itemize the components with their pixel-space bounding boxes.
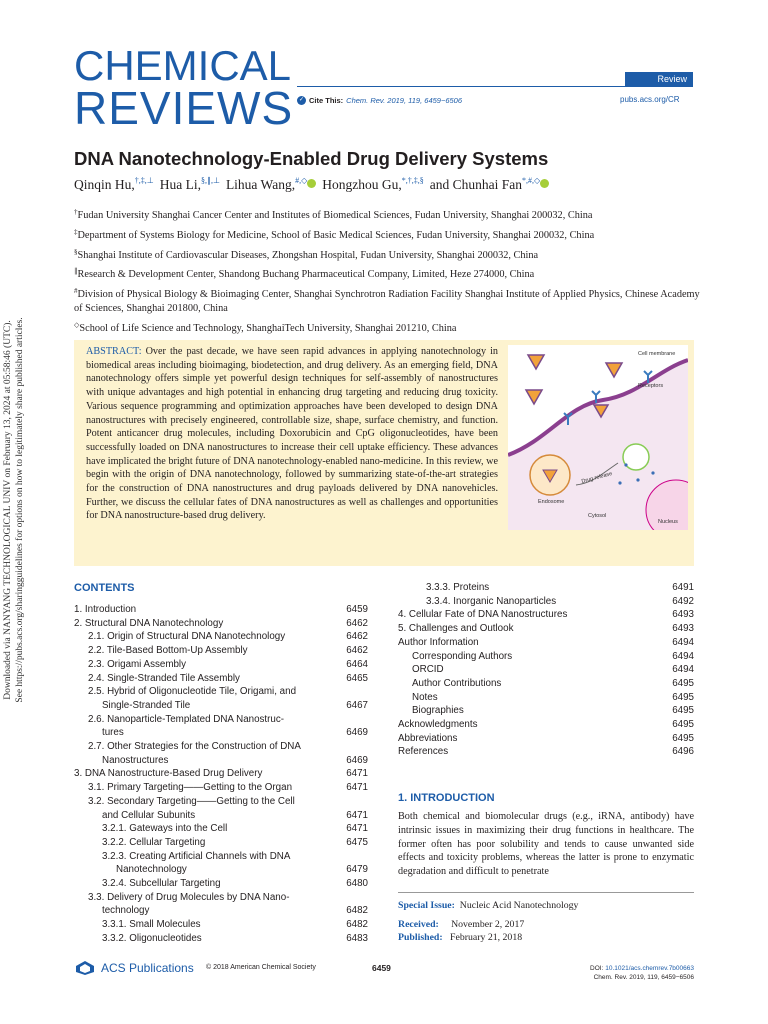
contents-entry[interactable] bbox=[74, 685, 368, 699]
acs-publications-logo[interactable] bbox=[74, 960, 194, 976]
contents-entry-page[interactable]: 6495 bbox=[672, 719, 694, 731]
author-name[interactable]: Qinqin Hu, bbox=[74, 177, 135, 192]
affiliation-text: Division of Physical Biology & Bioimaging Center, Shanghai Synchrotron Radiation Facility Shanghai Institute of Applied Physics, Chinese Academy of Sciences, Shanghai 201800, China bbox=[74, 289, 700, 314]
author[interactable] bbox=[74, 177, 154, 192]
contents-entry[interactable] bbox=[74, 836, 368, 850]
label-cytosol: Cytosol bbox=[588, 513, 607, 519]
contents-entry-page[interactable]: 6475 bbox=[346, 836, 368, 848]
contents-entry-title[interactable]: 2.2. Tile-Based Bottom-Up Assembly bbox=[88, 645, 248, 657]
contents-entry[interactable] bbox=[398, 663, 694, 677]
contents-entry[interactable] bbox=[74, 877, 368, 891]
contents-entry-title[interactable]: Corresponding Authors bbox=[412, 650, 513, 662]
contents-entry-title[interactable]: 3.3.2. Oligonucleotides bbox=[102, 932, 202, 944]
contents-entry-title[interactable]: Nanostructures bbox=[102, 754, 169, 766]
contents-entry-title[interactable]: Author Contributions bbox=[412, 677, 502, 689]
contents-entry-title[interactable]: Single-Stranded Tile bbox=[102, 699, 191, 711]
author[interactable] bbox=[322, 177, 424, 192]
contents-entry[interactable] bbox=[398, 595, 694, 609]
contents-entry-title[interactable]: 3.2.4. Subcellular Targeting bbox=[102, 878, 221, 890]
acs-hexagon-icon bbox=[74, 960, 96, 976]
contents-entry-title[interactable]: 2.5. Hybrid of Oligonucleotide Tile, Origami, and bbox=[88, 686, 297, 698]
contents-entry-page[interactable]: 6493 bbox=[672, 609, 694, 621]
received-label: Received: bbox=[398, 918, 439, 930]
author-name[interactable]: and Chunhai Fan bbox=[429, 177, 522, 192]
contents-entry[interactable] bbox=[74, 603, 368, 617]
contents-entry-page[interactable]: 6471 bbox=[346, 809, 368, 821]
contents-entry-page[interactable]: 6471 bbox=[346, 782, 368, 794]
contents-entry-title[interactable]: 3.2.2. Cellular Targeting bbox=[102, 836, 206, 848]
contents-entry[interactable] bbox=[74, 740, 368, 754]
side-note-line-2: See https://pubs.acs.org/sharingguidelines for options on how to legitimately share published articles. bbox=[15, 317, 25, 703]
contents-entry-page[interactable]: 6482 bbox=[346, 919, 368, 931]
contents-entry[interactable] bbox=[74, 850, 368, 864]
contents-entry[interactable] bbox=[74, 699, 368, 713]
cite-this[interactable] bbox=[297, 96, 462, 105]
copyright: © 2018 American Chemical Society bbox=[206, 964, 316, 971]
contents-entry[interactable] bbox=[74, 891, 368, 905]
contents-entry-title[interactable]: 3.2. Secondary Targeting——Getting to the Cell bbox=[88, 795, 295, 807]
contents-entry-title[interactable]: 3.3. Delivery of Drug Molecules by DNA Nano- bbox=[88, 891, 290, 903]
contents-entry-page[interactable]: 6494 bbox=[672, 636, 694, 648]
contents-entry-title[interactable]: Abbreviations bbox=[398, 732, 458, 744]
published-label: Published: bbox=[398, 932, 443, 944]
contents-entry[interactable] bbox=[74, 822, 368, 836]
contents-entry-page[interactable]: 6494 bbox=[672, 650, 694, 662]
contents-entry-page[interactable]: 6465 bbox=[346, 672, 368, 684]
contents-entry-title[interactable]: tures bbox=[102, 727, 124, 739]
author-name[interactable]: Hua Li, bbox=[159, 177, 201, 192]
contents-entry-title[interactable]: 2.4. Single-Stranded Tile Assembly bbox=[88, 672, 240, 684]
contents-entry-page[interactable]: 6462 bbox=[346, 631, 368, 643]
contents-entry[interactable] bbox=[398, 677, 694, 691]
contents-entry[interactable] bbox=[74, 781, 368, 795]
contents-entry-page[interactable]: 6491 bbox=[672, 582, 694, 593]
contents-entry-page[interactable]: 6471 bbox=[346, 823, 368, 835]
affiliation-text: Shanghai Institute of Cardiovascular Diseases, Zhongshan Hospital, Fudan University, Shanghai 200032, China bbox=[77, 249, 539, 261]
cite-check-icon: ✓ bbox=[298, 97, 305, 103]
affiliation-mark: ‡ bbox=[74, 227, 78, 236]
contents-entry[interactable] bbox=[74, 809, 368, 823]
contents-entry[interactable] bbox=[398, 704, 694, 718]
side-note-line-1: Downloaded via NANYANG TECHNOLOGICAL UNIV on February 13, 2024 at 05:58:46 (UTC). bbox=[3, 320, 13, 700]
affiliation-mark: † bbox=[74, 208, 78, 216]
contents-entry[interactable] bbox=[74, 658, 368, 672]
contents-entry[interactable] bbox=[74, 754, 368, 768]
journal-name-line-1: CHEMICAL bbox=[74, 42, 292, 89]
contents-entry-title[interactable]: Acknowledgments bbox=[398, 719, 478, 731]
contents-entry[interactable] bbox=[398, 745, 694, 759]
contents-entry[interactable] bbox=[398, 732, 694, 746]
cite-reference[interactable]: Chem. Rev. 2019, 119, 6459−6506 bbox=[346, 96, 463, 105]
introduction-heading: 1. INTRODUCTION bbox=[398, 792, 495, 804]
contents-entry[interactable] bbox=[398, 622, 694, 636]
journal-name-line-2: REVIEWS bbox=[74, 82, 294, 134]
received-date: November 2, 2017 bbox=[451, 918, 525, 930]
contents-left-column bbox=[74, 603, 368, 946]
contents-entry-title[interactable]: 3.2.1. Gateways into the Cell bbox=[102, 823, 228, 835]
affiliation bbox=[74, 206, 704, 223]
cite-label: Cite This: bbox=[309, 96, 344, 105]
journal-url-link[interactable]: pubs.acs.org/CR bbox=[620, 95, 680, 104]
contents-entry[interactable] bbox=[74, 767, 368, 781]
affiliation bbox=[74, 246, 704, 263]
contents-entry[interactable] bbox=[398, 650, 694, 664]
author-affiliation-marks: †,‡,⊥ bbox=[134, 176, 154, 185]
contents-entry[interactable] bbox=[398, 718, 694, 732]
contents-entry-title[interactable]: Author Information bbox=[398, 636, 479, 648]
author-name[interactable]: Lihua Wang, bbox=[225, 177, 296, 192]
author-name[interactable]: Hongzhou Gu, bbox=[322, 177, 402, 192]
contents-entry-title[interactable]: 1. Introduction bbox=[74, 604, 137, 615]
affiliation-mark: ∥ bbox=[74, 267, 78, 276]
affiliation bbox=[74, 319, 704, 336]
introduction-text: Both chemical and biomolecular drugs (e.g., iRNA, antibody) have intrinsic issues in maximizing their drug functions in healthcare. The former often has poor solubility and tends to cause unwanted side effects and toxicity problems, whereas the latter is prone to enzymatic degradation and difficult to penetrate bbox=[398, 811, 694, 878]
contents-entry-title[interactable]: 3.3.3. Proteins bbox=[426, 582, 490, 593]
download-side-note bbox=[2, 300, 28, 720]
contents-entry-title[interactable]: 2.3. Origami Assembly bbox=[88, 658, 187, 670]
contents-entry-title[interactable]: 2.6. Nanoparticle-Templated DNA Nanostruc- bbox=[88, 713, 285, 725]
contents-entry-title[interactable]: 4. Cellular Fate of DNA Nanostructures bbox=[398, 609, 568, 621]
contents-entry-page[interactable]: 6471 bbox=[346, 768, 368, 780]
affiliation-text: Department of Systems Biology for Medicine, School of Basic Medical Sciences, Fudan University, Shanghai 200032, China bbox=[77, 229, 595, 241]
author-affiliation-marks: #,◇ bbox=[295, 176, 308, 185]
contents-entry[interactable] bbox=[74, 630, 368, 644]
contents-entry-page[interactable]: 6469 bbox=[346, 754, 368, 766]
contents-entry-page[interactable]: 6495 bbox=[672, 677, 694, 689]
author-list bbox=[74, 176, 555, 193]
contents-entry-page[interactable]: 6467 bbox=[346, 699, 368, 711]
contents-entry[interactable] bbox=[74, 795, 368, 809]
contents-entry-title[interactable]: 3.3.1. Small Molecules bbox=[102, 919, 201, 931]
contents-entry[interactable] bbox=[398, 636, 694, 650]
contents-entry[interactable] bbox=[74, 644, 368, 658]
article-type-badge: Review bbox=[625, 72, 693, 86]
contents-entry-page[interactable]: 6495 bbox=[672, 732, 694, 744]
affiliation-list bbox=[74, 206, 704, 339]
article-title: DNA Nanotechnology-Enabled Drug Delivery Systems bbox=[74, 148, 549, 169]
toc-graphic bbox=[508, 345, 688, 530]
contents-entry-title[interactable]: technology bbox=[102, 905, 150, 917]
affiliation-text: Fudan University Shanghai Cancer Center and Institutes of Biomedical Sciences, Fudan University, Shanghai 200032, China bbox=[77, 210, 593, 221]
article-metadata bbox=[398, 899, 578, 945]
doi-block bbox=[590, 964, 694, 982]
special-issue-value: Nucleic Acid Nanotechnology bbox=[459, 900, 579, 911]
contents-entry-title[interactable]: ORCID bbox=[412, 664, 444, 676]
contents-entry-title[interactable]: Biographies bbox=[412, 705, 464, 717]
drug-delivery-illustration bbox=[508, 345, 688, 530]
contents-entry-page[interactable]: 6462 bbox=[346, 617, 368, 629]
contents-entry-title[interactable]: 2. Structural DNA Nanotechnology bbox=[74, 617, 224, 629]
contents-entry-page[interactable]: 6479 bbox=[346, 864, 368, 876]
affiliation-mark: § bbox=[74, 247, 78, 256]
contents-entry-page[interactable]: 6495 bbox=[672, 691, 694, 703]
contents-entry[interactable] bbox=[398, 581, 694, 595]
contents-entry[interactable] bbox=[74, 904, 368, 918]
contents-entry-title[interactable]: 3.1. Primary Targeting——Getting to the Organ bbox=[88, 782, 293, 794]
label-cell-membrane: Cell membrane bbox=[638, 351, 676, 357]
doi-label: DOI: bbox=[590, 965, 604, 972]
footer-citation: Chem. Rev. 2019, 119, 6459−6506 bbox=[593, 974, 694, 981]
label-drug-release: Drug release bbox=[580, 470, 613, 485]
affiliation bbox=[74, 226, 704, 243]
contents-entry-title[interactable]: 5. Challenges and Outlook bbox=[398, 623, 514, 635]
contents-entry-title[interactable]: 3.3.4. Inorganic Nanoparticles bbox=[426, 595, 557, 607]
contents-entry-title[interactable]: 3.2.3. Creating Artificial Channels with DNA bbox=[102, 850, 291, 862]
contents-entry-page[interactable]: 6494 bbox=[672, 664, 694, 676]
contents-entry[interactable] bbox=[398, 608, 694, 622]
label-receptors: Receptors bbox=[638, 383, 664, 389]
label-nucleus: Nucleus bbox=[658, 519, 678, 525]
affiliation-text: School of Life Science and Technology, ShanghaiTech University, Shanghai 201210, China bbox=[79, 322, 457, 334]
contents-entry-page[interactable]: 6464 bbox=[346, 658, 368, 670]
contents-entry[interactable] bbox=[74, 932, 368, 946]
contents-entry[interactable] bbox=[398, 691, 694, 705]
contents-entry-page[interactable]: 6496 bbox=[672, 746, 694, 758]
contents-right-column bbox=[398, 581, 694, 759]
contents-entry[interactable] bbox=[74, 726, 368, 740]
contents-entry-page[interactable]: 6459 bbox=[346, 604, 368, 615]
special-issue-label: Special Issue: bbox=[398, 900, 455, 911]
contents-entry-page[interactable]: 6492 bbox=[672, 595, 694, 607]
contents-entry-title[interactable]: and Cellular Subunits bbox=[102, 809, 196, 821]
journal-logo[interactable] bbox=[74, 42, 294, 134]
contents-entry-title[interactable]: Nanotechnology bbox=[116, 864, 187, 876]
contents-entry-page[interactable]: 6469 bbox=[346, 727, 368, 739]
contents-entry-title[interactable]: References bbox=[398, 746, 449, 758]
abstract bbox=[86, 345, 498, 523]
metadata-rule bbox=[398, 892, 694, 893]
affiliation-mark: ◇ bbox=[74, 320, 80, 329]
contents-entry[interactable] bbox=[74, 918, 368, 932]
contents-entry-page[interactable]: 6480 bbox=[346, 878, 368, 890]
orcid-icon[interactable] bbox=[540, 179, 549, 188]
affiliation-text: Research & Development Center, Shandong Buchang Pharmaceutical Company, Limited, Heze 274000, China bbox=[77, 269, 535, 281]
contents-entry-page[interactable]: 6493 bbox=[672, 623, 694, 635]
affiliation-mark: # bbox=[74, 287, 78, 296]
contents-entry-title[interactable]: Notes bbox=[412, 691, 438, 703]
affiliation bbox=[74, 285, 704, 316]
contents-heading: CONTENTS bbox=[74, 582, 135, 594]
author-affiliation-marks: *,†,‡,§ bbox=[401, 176, 424, 185]
author-affiliation-marks: *,#,◇ bbox=[522, 176, 541, 185]
contents-entry[interactable] bbox=[74, 672, 368, 686]
contents-entry[interactable] bbox=[74, 617, 368, 631]
header-rule bbox=[297, 86, 693, 87]
contents-entry-page[interactable]: 6462 bbox=[346, 645, 368, 657]
label-endosome: Endosome bbox=[538, 499, 565, 505]
contents-entry-page[interactable]: 6495 bbox=[672, 705, 694, 717]
contents-entry-title[interactable]: 2.1. Origin of Structural DNA Nanotechnology bbox=[88, 631, 286, 643]
abstract-text: Over the past decade, we have seen rapid advances in applying nanotechnology in biomedical areas including bioimaging, biodetection, and drug delivery. As an emerging field, DNA nanotechnology offers simple yet powerful design techniques for self-assembly of nanostructures with unique advantages and high potential in enhancing drug targeting and reducing drug toxicity. Various sequence programming and optimization approaches have been developed to design DNA nanostructures with precisely engineered, controllable size, shape, surface chemistry, and function. Potent anticancer drug molecules, including Doxorubicin and CpG oligonucleotides, have been successfully loaded on DNA nanostructures to increase their cell uptake efficiency. These advances have implicated the bright future of DNA nanotechnology-enabled nano-medicine. In this review, we begin with the origin of DNA nanotechnology, followed by summarizing state-of-the-art strategies for the construction of DNA nanostructures and drug payloads delivered by DNA nanovehicles. Further, we discuss the cellular fates of DNA nanostructures as well as challenges and opportunities for DNA nanostructure-based drug delivery. bbox=[86, 346, 498, 522]
author[interactable] bbox=[430, 177, 549, 192]
contents-entry-title[interactable]: 3. DNA Nanostructure-Based Drug Delivery bbox=[74, 768, 263, 780]
doi-link[interactable]: 10.1021/acs.chemrev.7b00663 bbox=[605, 965, 694, 972]
published-date: February 21, 2018 bbox=[450, 932, 523, 944]
affiliation bbox=[74, 265, 704, 282]
orcid-icon[interactable] bbox=[307, 179, 316, 188]
contents-entry-page[interactable]: 6482 bbox=[346, 905, 368, 917]
author-affiliation-marks: §,∥,⊥ bbox=[200, 176, 220, 185]
page-number: 6459 bbox=[372, 963, 391, 973]
author[interactable] bbox=[160, 177, 220, 192]
contents-entry-title[interactable]: 2.7. Other Strategies for the Construction of DNA bbox=[88, 741, 301, 753]
author[interactable] bbox=[226, 177, 316, 192]
abstract-label: ABSTRACT: bbox=[86, 346, 142, 357]
contents-entry[interactable] bbox=[74, 863, 368, 877]
contents-entry-page[interactable]: 6483 bbox=[346, 932, 368, 944]
contents-entry[interactable] bbox=[74, 713, 368, 727]
publisher-name: ACS Publications bbox=[101, 961, 194, 975]
